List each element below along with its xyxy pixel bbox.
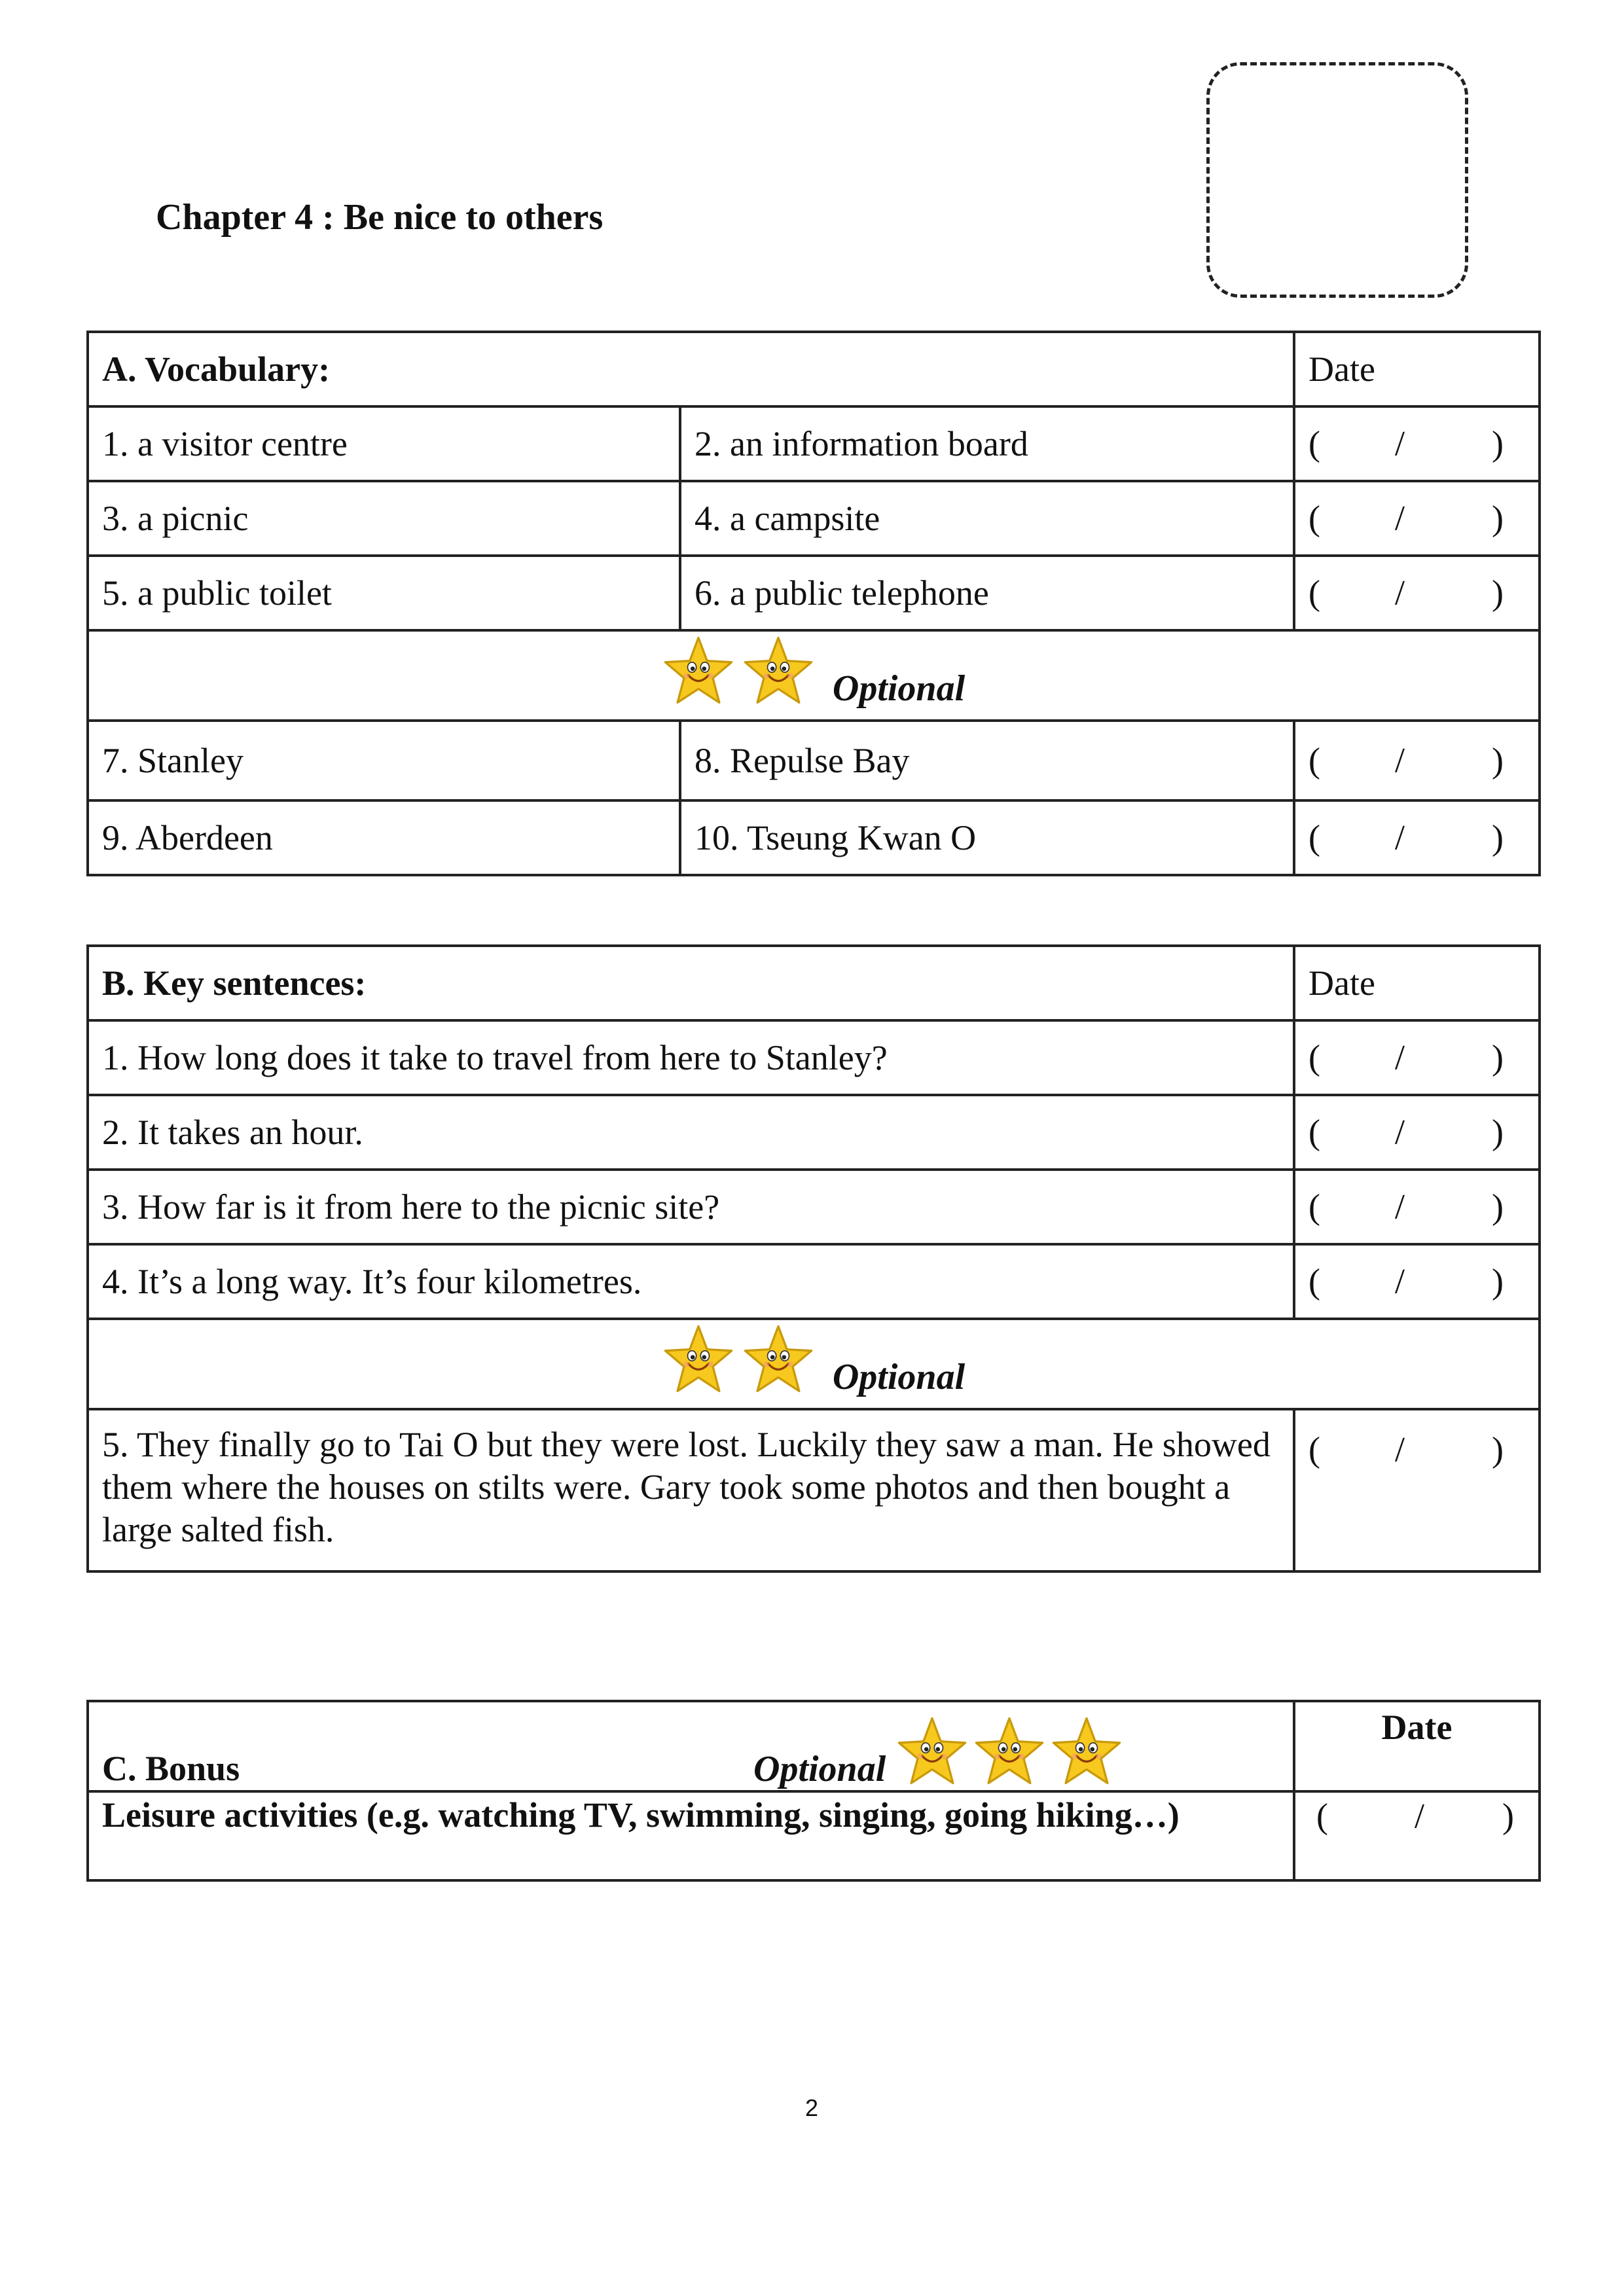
page-title: Chapter 4 : Be nice to others (156, 197, 604, 238)
bonus-table (86, 1700, 1541, 1882)
date-field[interactable]: ( / ) (1294, 1409, 1540, 1571)
sentence-item: 4. It’s a long way. It’s four kilometres. (88, 1244, 1294, 1319)
stamp-box (1206, 62, 1468, 298)
smiley-star-icon (742, 1323, 814, 1395)
key-sentences-table (86, 944, 1541, 1573)
sentence-item: 3. How far is it from here to the picnic site? (88, 1170, 1294, 1244)
sentence-item: 1. How long does it take to travel from here to Stanley? (88, 1020, 1294, 1095)
date-field[interactable]: ( / ) (1294, 721, 1540, 800)
optional-banner (88, 1319, 1540, 1409)
date-field[interactable]: ( / ) (1294, 1095, 1540, 1170)
bonus-heading: C. Bonus (102, 1749, 240, 1789)
date-field[interactable]: ( / ) (1294, 1244, 1540, 1319)
optional-banner (88, 630, 1540, 721)
smiley-star-icon (1051, 1715, 1123, 1787)
key-sentences-heading: B. Key sentences: (88, 946, 1294, 1020)
date-field[interactable]: ( / ) (1294, 556, 1540, 630)
vocab-item: 1. a visitor centre (88, 406, 680, 481)
optional-label: Optional (832, 668, 965, 709)
smiley-star-icon (896, 1715, 968, 1787)
vocab-item: 10. Tseung Kwan O (680, 800, 1294, 875)
date-header: Date (1294, 332, 1540, 406)
bonus-item: Leisure activities (e.g. watching TV, swimming, singing, going hiking…) (88, 1791, 1294, 1880)
date-header: Date (1294, 1701, 1540, 1791)
page-number: 2 (804, 2094, 819, 2121)
smiley-star-icon (973, 1715, 1045, 1787)
vocab-item: 9. Aberdeen (88, 800, 680, 875)
vocab-item: 4. a campsite (680, 481, 1294, 556)
bonus-heading-cell (88, 1701, 1294, 1791)
vocabulary-table (86, 331, 1541, 876)
vocab-item: 6. a public telephone (680, 556, 1294, 630)
vocab-item: 2. an information board (680, 406, 1294, 481)
optional-paragraph: 5. They finally go to Tai O but they were lost. Luckily they saw a man. He showed them where the houses on stilts were. Gary took some photos and then bought a large salted fish. (88, 1409, 1294, 1571)
date-field[interactable]: ( / ) (1294, 406, 1540, 481)
smiley-star-icon (742, 635, 814, 707)
date-field[interactable]: ( / ) (1294, 481, 1540, 556)
date-header: Date (1294, 946, 1540, 1020)
date-field[interactable]: ( / ) (1294, 1020, 1540, 1095)
vocab-item: 8. Repulse Bay (680, 721, 1294, 800)
optional-label: Optional (753, 1749, 886, 1789)
sentence-item: 2. It takes an hour. (88, 1095, 1294, 1170)
smiley-star-icon (662, 635, 734, 707)
optional-label: Optional (832, 1356, 965, 1397)
smiley-star-icon (662, 1323, 734, 1395)
vocabulary-heading: A. Vocabulary: (88, 332, 1294, 406)
vocab-item: 3. a picnic (88, 481, 680, 556)
date-field[interactable]: ( / ) (1294, 1791, 1540, 1880)
vocab-item: 5. a public toilet (88, 556, 680, 630)
date-field[interactable]: ( / ) (1294, 800, 1540, 875)
date-field[interactable]: ( / ) (1294, 1170, 1540, 1244)
vocab-item: 7. Stanley (88, 721, 680, 800)
